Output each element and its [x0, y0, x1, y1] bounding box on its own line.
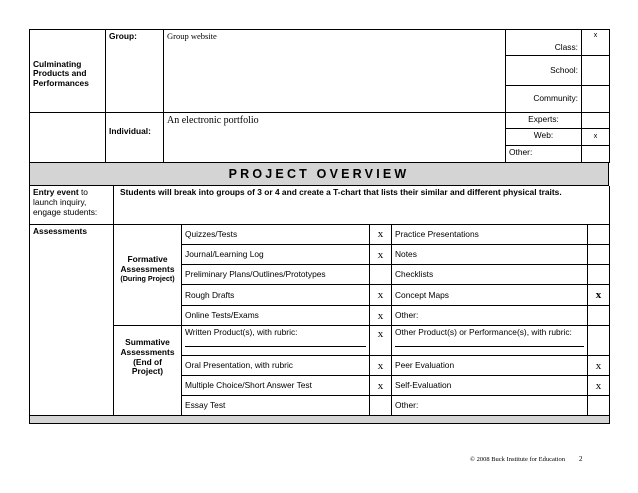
formative-right-item: Notes [392, 245, 588, 265]
formative-left-item: Journal/Learning Log [182, 245, 370, 265]
table-bottom-bar [30, 416, 610, 424]
copyright-text: © 2008 Buck Institute for Education [470, 456, 566, 463]
page-number: 2 [579, 455, 583, 463]
culminating-label: Culminating Products and Performances [30, 30, 106, 113]
summative-left-mark[interactable]: x [370, 356, 392, 376]
formative-right-mark[interactable] [588, 245, 610, 265]
individual-value: An electronic portfolio [164, 113, 506, 163]
individual-label-cell [106, 113, 164, 163]
rubric-blank-line [185, 340, 366, 347]
audience-community-label: Community: [506, 86, 582, 113]
formative-right-mark[interactable]: x [588, 285, 610, 306]
formative-left-mark[interactable]: x [370, 225, 392, 245]
audience-web-label: Web: [506, 129, 582, 146]
entry-event-text: Students will break into groups of 3 or 4 and create a T-chart that lists their similar and different physical traits. [114, 186, 610, 224]
formative-left-mark[interactable]: x [370, 306, 392, 326]
project-overview-title: PROJECT OVERVIEW [30, 163, 609, 186]
audience-class-mark: x [582, 30, 610, 56]
summative-left-item: Multiple Choice/Short Answer Test [182, 376, 370, 396]
culminating-spacer [30, 113, 106, 163]
formative-right-item: Concept Maps [392, 285, 588, 306]
audience-school-mark [582, 56, 610, 86]
summative-left-item: Oral Presentation, with rubric [182, 356, 370, 376]
summative-right-item: Self-Evaluation [392, 376, 588, 396]
formative-title: Formative Assessments [120, 254, 175, 274]
summative-right-text: Other Product(s) or Performance(s), with rubric: [395, 327, 572, 338]
entry-event-label-bold: Entry event [33, 187, 79, 198]
audience-other-label: Other: [506, 146, 582, 163]
audience-web-mark: x [582, 129, 610, 146]
summative-right-mark[interactable]: x [588, 376, 610, 396]
formative-right-mark[interactable] [588, 306, 610, 326]
formative-right-item: Other: [392, 306, 588, 326]
summative-right-mark[interactable] [588, 396, 610, 416]
summative-right-item [392, 326, 588, 356]
group-value: Group website [164, 30, 506, 113]
summative-right-mark[interactable]: x [588, 356, 610, 376]
summative-right-mark[interactable] [588, 326, 610, 356]
summative-title: Summative Assessments [120, 337, 175, 358]
formative-right-mark[interactable] [588, 265, 610, 285]
audience-other-mark [582, 146, 610, 163]
page-footer [470, 455, 583, 463]
formative-left-mark[interactable]: x [370, 245, 392, 265]
rubric-blank-line [395, 340, 584, 347]
assessments-label: Assessments [30, 225, 114, 416]
individual-label: Individual: [109, 125, 151, 136]
formative-left-mark[interactable] [370, 265, 392, 285]
overview-table [29, 163, 609, 186]
summative-right-item: Peer Evaluation [392, 356, 588, 376]
audience-class-label: Class: [506, 30, 582, 56]
culminating-products-table [29, 29, 610, 163]
summative-left-mark[interactable] [370, 396, 392, 416]
summative-sub: (End of Project) [131, 356, 164, 377]
summative-left-item: Essay Test [182, 396, 370, 416]
summative-left-text: Written Product(s), with rubric: [185, 327, 298, 338]
formative-right-mark[interactable] [588, 225, 610, 245]
formative-right-item: Checklists [392, 265, 588, 285]
audience-community-mark [582, 86, 610, 113]
audience-school-label: School: [506, 56, 582, 86]
audience-experts-label: Experts: [506, 113, 582, 129]
summative-right-item: Other: [392, 396, 588, 416]
summative-left-mark[interactable]: x [370, 376, 392, 396]
summative-heading [114, 326, 182, 416]
formative-right-item: Practice Presentations [392, 225, 588, 245]
assessments-table [29, 225, 610, 425]
entry-event-label [30, 186, 114, 224]
formative-left-item: Rough Drafts [182, 285, 370, 306]
entry-event-table [29, 186, 610, 225]
formative-left-item: Online Tests/Exams [182, 306, 370, 326]
project-planning-form [29, 29, 609, 424]
formative-sub: (During Project) [120, 273, 175, 283]
entry-event-label-rest: to launch inquiry, engage students: [33, 187, 98, 217]
formative-left-item: Preliminary Plans/Outlines/Prototypes [182, 265, 370, 285]
summative-left-mark[interactable]: x [370, 326, 392, 356]
formative-heading [114, 225, 182, 326]
audience-experts-mark [582, 113, 610, 129]
summative-left-item [182, 326, 370, 356]
group-label: Group: [106, 30, 164, 113]
formative-left-item: Quizzes/Tests [182, 225, 370, 245]
formative-left-mark[interactable]: x [370, 285, 392, 306]
